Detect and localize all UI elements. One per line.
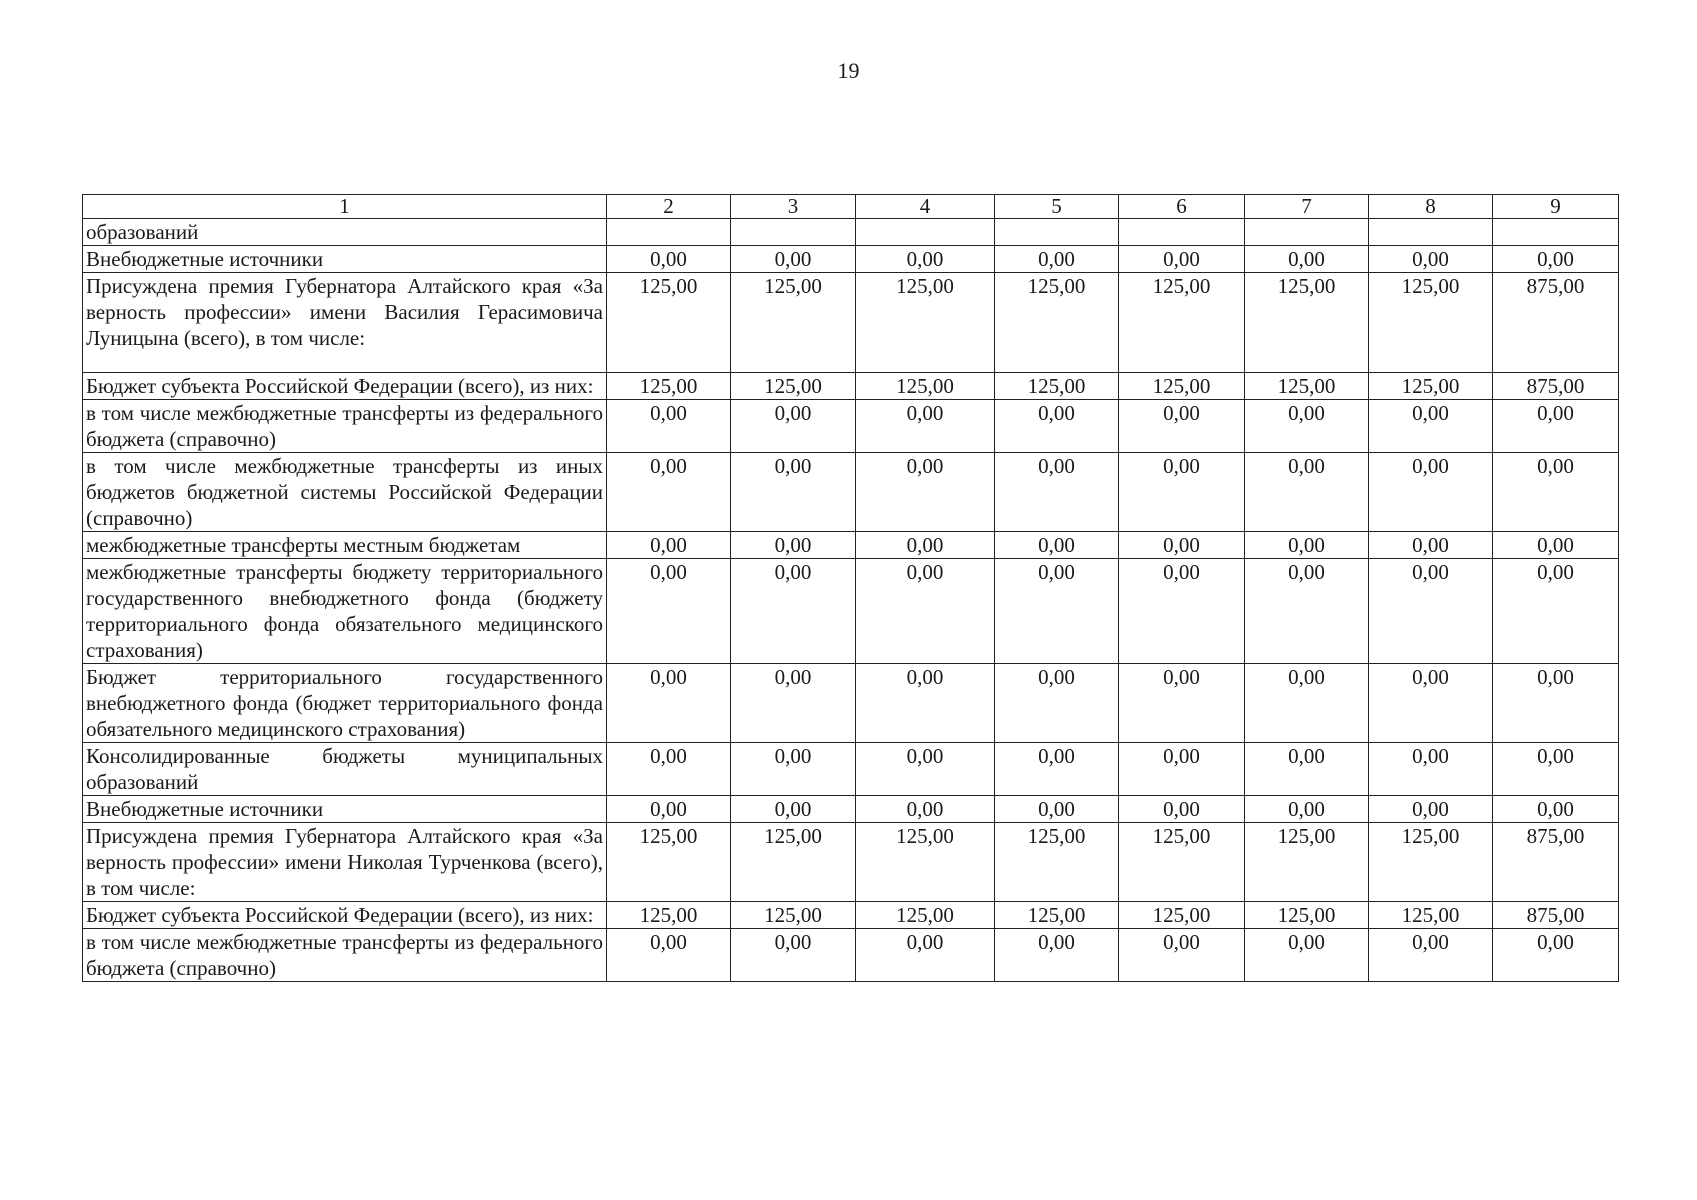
value-cell: 125,00 [856,902,995,929]
value-cell: 0,00 [995,743,1119,796]
value-cell: 125,00 [1245,273,1369,373]
value-cell: 0,00 [1119,246,1245,273]
value-cell: 0,00 [731,559,856,664]
value-cell: 0,00 [995,664,1119,743]
value-cell: 0,00 [995,559,1119,664]
value-cell: 0,00 [1493,532,1619,559]
value-cell [1119,219,1245,246]
row-label: в том числе межбюджетные трансферты из федерального бюджета (справочно) [83,400,607,453]
value-cell: 0,00 [1493,796,1619,823]
value-cell: 0,00 [1369,796,1493,823]
table-row [83,219,1619,246]
table-row [83,453,1619,532]
row-label: Присуждена премия Губернатора Алтайского края «За верность профессии» имени Николая Турченкова (всего), в том числе: [83,823,607,902]
value-cell: 0,00 [995,246,1119,273]
value-cell: 0,00 [1369,664,1493,743]
value-cell: 0,00 [1369,929,1493,982]
value-cell: 0,00 [731,532,856,559]
value-cell: 0,00 [607,929,731,982]
value-cell: 0,00 [1369,532,1493,559]
value-cell: 0,00 [1119,559,1245,664]
value-cell: 0,00 [1493,743,1619,796]
value-cell: 0,00 [607,453,731,532]
table-row [83,823,1619,902]
value-cell: 125,00 [1369,273,1493,373]
value-cell: 0,00 [731,400,856,453]
value-cell: 125,00 [1369,823,1493,902]
row-label: образований [83,219,607,246]
value-cell: 0,00 [856,453,995,532]
value-cell: 0,00 [607,664,731,743]
value-cell: 0,00 [1119,929,1245,982]
value-cell: 0,00 [731,664,856,743]
header-row [83,195,1619,219]
value-cell: 0,00 [856,796,995,823]
value-cell: 125,00 [1119,823,1245,902]
value-cell: 875,00 [1493,273,1619,373]
value-cell: 0,00 [731,246,856,273]
table-body [83,219,1619,982]
column-header: 5 [995,195,1119,219]
value-cell [856,219,995,246]
value-cell: 125,00 [995,273,1119,373]
value-cell: 0,00 [856,400,995,453]
row-label: Присуждена премия Губернатора Алтайского края «За верность профессии» имени Василия Герасимовича Луницына (всего), в том числе: [83,273,607,373]
value-cell: 0,00 [856,664,995,743]
value-cell: 125,00 [731,823,856,902]
row-label: в том числе межбюджетные трансферты из иных бюджетов бюджетной системы Российской Федерации (справочно) [83,453,607,532]
row-label: Консолидированные бюджеты муниципальных образований [83,743,607,796]
value-cell: 0,00 [856,743,995,796]
value-cell: 125,00 [731,273,856,373]
value-cell: 125,00 [995,823,1119,902]
value-cell: 0,00 [995,400,1119,453]
value-cell: 0,00 [1245,796,1369,823]
column-header: 3 [731,195,856,219]
value-cell: 0,00 [995,796,1119,823]
value-cell: 0,00 [1119,532,1245,559]
value-cell [607,219,731,246]
table-row [83,246,1619,273]
value-cell: 0,00 [1493,559,1619,664]
value-cell: 0,00 [607,743,731,796]
value-cell: 0,00 [1493,664,1619,743]
value-cell: 0,00 [1245,400,1369,453]
row-label: Бюджет территориального государственного внебюджетного фонда (бюджет территориального фонда обязательного медицинского страхования) [83,664,607,743]
table-row [83,929,1619,982]
value-cell [1245,219,1369,246]
value-cell: 125,00 [856,273,995,373]
value-cell: 125,00 [1119,902,1245,929]
value-cell: 125,00 [1369,373,1493,400]
table-row [83,743,1619,796]
value-cell: 125,00 [607,823,731,902]
table-row [83,273,1619,373]
value-cell: 125,00 [856,373,995,400]
value-cell: 125,00 [1245,823,1369,902]
value-cell: 0,00 [856,246,995,273]
value-cell: 0,00 [1493,400,1619,453]
value-cell: 0,00 [607,559,731,664]
row-label: Внебюджетные источники [83,246,607,273]
row-label: Бюджет субъекта Российской Федерации (всего), из них: [83,902,607,929]
table-row [83,373,1619,400]
value-cell: 0,00 [731,929,856,982]
budget-table [82,194,1619,982]
column-header: 2 [607,195,731,219]
value-cell: 875,00 [1493,823,1619,902]
value-cell [1493,219,1619,246]
value-cell: 0,00 [856,532,995,559]
value-cell: 0,00 [1493,929,1619,982]
value-cell: 125,00 [607,902,731,929]
value-cell: 0,00 [731,796,856,823]
row-label: Внебюджетные источники [83,796,607,823]
value-cell: 125,00 [995,373,1119,400]
value-cell: 0,00 [1119,664,1245,743]
value-cell: 0,00 [1493,453,1619,532]
value-cell: 0,00 [607,796,731,823]
value-cell: 0,00 [1369,743,1493,796]
row-label: межбюджетные трансферты бюджету территориального государственного внебюджетного фонда (бюджету территориального фонда обязательного медицинского страхования) [83,559,607,664]
table-row [83,664,1619,743]
value-cell: 0,00 [607,246,731,273]
value-cell: 0,00 [995,453,1119,532]
value-cell: 0,00 [1245,929,1369,982]
column-header: 4 [856,195,995,219]
value-cell: 0,00 [1369,453,1493,532]
value-cell: 0,00 [1245,453,1369,532]
value-cell: 875,00 [1493,373,1619,400]
value-cell: 0,00 [1119,796,1245,823]
value-cell: 0,00 [856,559,995,664]
value-cell: 125,00 [607,373,731,400]
value-cell: 125,00 [995,902,1119,929]
value-cell: 125,00 [607,273,731,373]
value-cell: 0,00 [1369,246,1493,273]
value-cell: 0,00 [1119,743,1245,796]
value-cell [731,219,856,246]
value-cell: 125,00 [1119,373,1245,400]
value-cell: 0,00 [731,453,856,532]
value-cell: 875,00 [1493,902,1619,929]
row-label: межбюджетные трансферты местным бюджетам [83,532,607,559]
value-cell: 0,00 [607,400,731,453]
value-cell: 0,00 [995,532,1119,559]
column-header: 1 [83,195,607,219]
value-cell: 125,00 [731,902,856,929]
value-cell: 0,00 [856,929,995,982]
value-cell: 0,00 [1245,559,1369,664]
value-cell: 0,00 [1369,559,1493,664]
value-cell: 125,00 [1369,902,1493,929]
page-number: 19 [837,58,860,83]
table-row [83,400,1619,453]
value-cell: 125,00 [1245,902,1369,929]
value-cell: 0,00 [731,743,856,796]
column-header: 7 [1245,195,1369,219]
value-cell: 0,00 [1245,246,1369,273]
value-cell: 0,00 [607,532,731,559]
column-header: 6 [1119,195,1245,219]
column-header: 8 [1369,195,1493,219]
value-cell [1369,219,1493,246]
table-row [83,559,1619,664]
value-cell: 125,00 [1119,273,1245,373]
value-cell: 0,00 [1245,664,1369,743]
value-cell: 0,00 [1493,246,1619,273]
row-label: Бюджет субъекта Российской Федерации (всего), из них: [83,373,607,400]
column-header: 9 [1493,195,1619,219]
table-row [83,532,1619,559]
value-cell [995,219,1119,246]
value-cell: 0,00 [1369,400,1493,453]
value-cell: 0,00 [1119,400,1245,453]
value-cell: 0,00 [1245,532,1369,559]
value-cell: 0,00 [995,929,1119,982]
table-row [83,796,1619,823]
value-cell: 0,00 [1245,743,1369,796]
value-cell: 125,00 [731,373,856,400]
value-cell: 125,00 [1245,373,1369,400]
row-label: в том числе межбюджетные трансферты из федерального бюджета (справочно) [83,929,607,982]
value-cell: 125,00 [856,823,995,902]
value-cell: 0,00 [1119,453,1245,532]
table-row [83,902,1619,929]
